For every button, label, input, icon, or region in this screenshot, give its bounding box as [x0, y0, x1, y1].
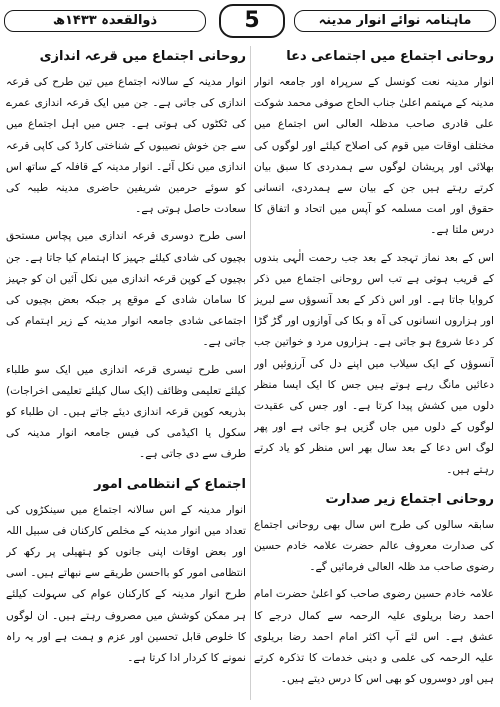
section-heading: روحانی اجتماع میں اجتماعی دعا	[286, 49, 494, 64]
paragraph: انوار مدینہ کے سالانہ اجتماع میں تین طرح کی قرعہ اندازی کی جاتی ہے۔ جن میں ایک قرعہ اندازی عمرے کی ٹکٹوں کی ہوتی ہے۔ جس میں اہل اجتماع میں سے جن خوش نصیبوں کے شناختی کارڈ کی کاپی قرعہ اندازی میں نکل آئے۔ انوار مدینہ کے قافلہ کے ساتھ اس کو سوئے حرمین شریفین حاضری مدینہ طیبہ کی سعادت حاصل ہوتی ہے۔	[6, 76, 246, 216]
column-divider	[250, 46, 251, 700]
paragraph: اسی طرح تیسری قرعہ اندازی میں ایک سو طلباء کیلئے تعلیمی وظائف (ایک سال کیلئے تعلیمی اخراجات) بذریعہ کوپن قرعہ اندازی دیئے جاتے ہیں۔ ان طلباء کو سکول یا اکیڈمی کی فیس جامعہ انوار مدینہ کی طرف سے دی جاتی ہے۔	[6, 363, 246, 461]
page-header	[4, 4, 496, 34]
left-column	[6, 44, 246, 702]
section-heading: روحانی اجتماع میں قرعہ اندازی	[39, 49, 246, 64]
paragraph: انوار مدینہ نعت کونسل کے سرپراہ اور جامعہ انوار مدینہ کے مہتمم اعلیٰ جناب الحاج صوفی محمد شوکت علی قادری صاحب مدظلہ العالی اس اجتماع میں مختلف اوقات میں قوم کی اصلاح کیلئے اور لوگوں کی بھلائی اور پریشان لوگوں سے ہمدردی کا سبق بیان کرتے رہتے ہیں جن کے بیان سے ہمدردی، انسانی حقوق اور امت مسلمہ کو آپس میں اتحاد و اتفاق کا درس ملتا ہے۔	[254, 76, 494, 237]
paragraph: علامہ خادم حسین رضوی صاحب کو اعلیٰ حضرت امام احمد رضا بریلوی علیہ الرحمہ سے کمال درجے کا عشق ہے۔ اس لئے آپ اکثر امام احمد رضا بریلوی علیہ الرحمہ کی علمی و دینی خدمات کا تذکرہ کرتے ہیں اور دوسروں کو بھی اس کا درس دیتے ہیں۔	[254, 588, 494, 686]
section-heading: روحانی اجتماع زیر صدارت	[325, 491, 494, 507]
paragraph: انوار مدینہ کے اس سالانہ اجتماع میں سینکڑوں کی تعداد میں انوار مدینہ کے مخلص کارکنان فی سبیل اللہ اور بعض اوقات اپنی جانوں کو ہتھیلی پر رکھ کر انتظامی امور کو بااحسن طریقے سے نبھاتے ہیں۔ اسی طرح انوار مدینہ کے کارکنان عوام کی سہولت کیلئے ہر ممکن کوشش میں مصروف رہتے ہیں۔ ان لوگوں کا خلوص قابل تحسین اور عزم و ہمت ہے اور یہ راہ نمونے کا کردار ادا کرتا ہے۔	[6, 503, 246, 665]
paragraph: اس کے بعد نماز تہجد کے بعد جب رحمت الٰہی بندوں کے قریب ہوتی ہے تب اس روحانی اجتماع میں ذکر کروایا جاتا ہے۔ اور اس ذکر کے بعد آنسوؤں سے لبریز اور ہزاروں انسانوں کی آہ و بکا کی آوازوں اور گڑ گڑا کر دعا شروع ہو جاتی ہے۔ ہزاروں مرد و خواتین جب آنسوؤں کے ایک سیلاب میں اپنے دل کی آرزوئیں اور دعائیں مانگ رہے ہوتے ہیں جس کا ایک ایسا منظر دلوں میں کشش پیدا کرتا ہے۔ اور جس کی عقیدت لوگوں کے دلوں میں جاں گزیں ہو جاتی ہے اور پھر لوگ اس دعا کے بعد سال بھر اس منظر کو یاد کرتے رہتے ہیں۔	[254, 251, 494, 476]
right-column	[254, 44, 494, 702]
issue-date: ذوالقعدہ ۱۴۳۳ھ	[4, 10, 206, 32]
section-heading: اجتماع کے انتظامی امور	[94, 476, 246, 492]
magazine-name: ماہنامہ نوائے انوار مدینہ	[294, 10, 496, 32]
paragraph: سابقہ سالوں کی طرح اس سال بھی روحانی اجتماع کی صدارت معروف عالم حضرت علامہ خادم حسین رضوی صاحب مد ظلہ العالی فرمائیں گے۔	[254, 518, 494, 574]
page-number: 5	[219, 4, 285, 38]
paragraph: اسی طرح دوسری قرعہ اندازی میں پچاس مستحق بچیوں کی شادی کیلئے جہیز کا اہتمام کیا جاتا ہے۔ جن بچیوں کے کوپن قرعہ اندازی میں نکل آئیں ان کو جہیز کا سامان شادی کے موقع پر جبکہ بعض بچیوں کی اجتماعی شادی جامعہ انوار مدینہ کے زیر اہتمام کی جاتی ہے۔	[6, 230, 246, 349]
